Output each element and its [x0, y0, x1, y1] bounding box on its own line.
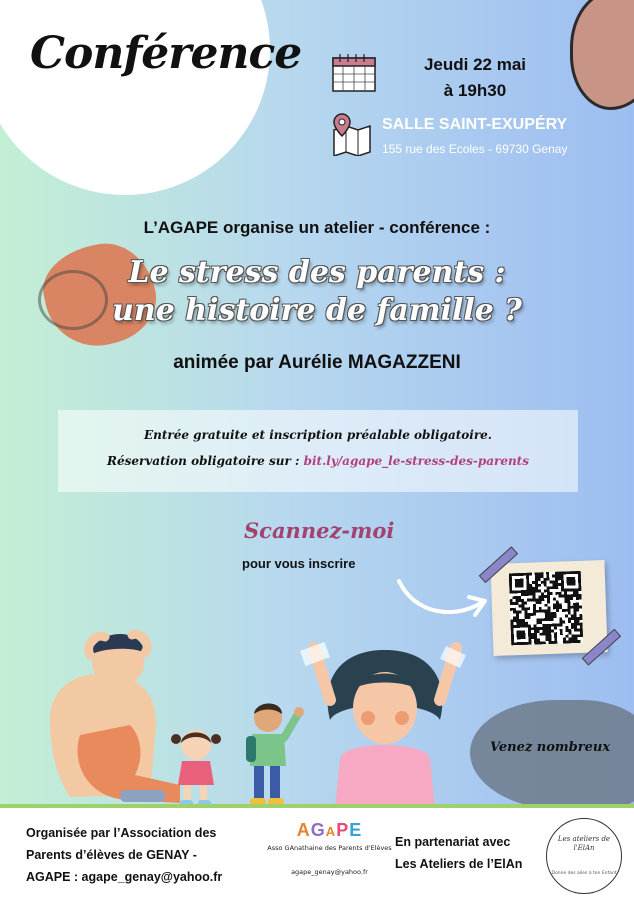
reservation-prefix: Réservation obligatoire sur :	[107, 454, 304, 468]
venue-name: SALLE SAINT-EXUPÉRY	[382, 116, 568, 133]
event-date	[410, 52, 540, 104]
arrow-icon	[395, 575, 495, 625]
organiser-line: AGAPE : agape_genay@yahoo.fr	[26, 870, 223, 884]
info-box	[58, 410, 578, 492]
map-pin-icon	[330, 112, 374, 156]
event-day: Jeudi 22 mai	[423, 55, 527, 74]
partner-info	[395, 831, 545, 875]
partner-line: Les Ateliers de l’ElAn	[395, 857, 523, 871]
agape-letter: A	[325, 824, 337, 839]
agape-wordmark	[262, 820, 397, 841]
partner-logo-tag: Donne des ailes à ton Enfant	[551, 871, 617, 876]
agape-email: agape_genay@yahoo.fr	[291, 868, 368, 876]
reservation-line	[58, 454, 578, 468]
calendar-icon	[330, 52, 378, 94]
agape-logo	[262, 820, 397, 876]
organiser-info	[26, 822, 256, 888]
partner-logo	[546, 818, 622, 894]
decorative-blob	[570, 0, 634, 110]
stressed-mother-illustration	[300, 640, 470, 808]
organiser-line: Organisée par l’Association des	[26, 826, 217, 840]
info-line: Entrée gratuite et inscription préalable obligatoire.	[144, 428, 492, 442]
partner-line: En partenariat avec	[395, 835, 511, 849]
qr-card[interactable]	[490, 560, 607, 656]
event-time: à 19h30	[443, 81, 507, 100]
organiser-line: Parents d’élèves de GENAY -	[26, 848, 197, 862]
tape	[582, 629, 621, 666]
agape-letter: P	[336, 820, 350, 840]
scan-subtitle: pour vous inscrire	[242, 556, 356, 571]
agape-letter: E	[349, 820, 363, 840]
venue-address: 155 rue des Ecoles - 69730 Genay	[382, 142, 568, 156]
agape-tagline: Asso GAnathaine des Parents d'Elèves	[267, 844, 392, 852]
scan-heading: Scannez-moi	[244, 518, 395, 543]
speaker-line: animée par Aurélie MAGAZZENI	[173, 352, 461, 373]
qr-code[interactable]	[509, 571, 583, 645]
partner-logo-text: Les ateliers de l'ElAn	[557, 835, 611, 852]
closing-message: Venez nombreux	[490, 740, 611, 755]
agape-letter: A	[296, 820, 311, 840]
agape-letter: G	[310, 820, 326, 840]
intro-line: L’AGAPE organise un atelier - conférence :	[143, 218, 491, 237]
child-girl-illustration	[168, 725, 228, 807]
ground-line	[0, 804, 634, 808]
talk-title-line: Le stress des parents :	[128, 255, 506, 290]
page-title: Conférence	[30, 28, 302, 79]
talk-title	[0, 254, 634, 330]
talk-title-line: une histoire de famille ?	[112, 293, 522, 328]
reservation-link[interactable]: bit.ly/agape_le-stress-des-parents	[303, 454, 529, 468]
